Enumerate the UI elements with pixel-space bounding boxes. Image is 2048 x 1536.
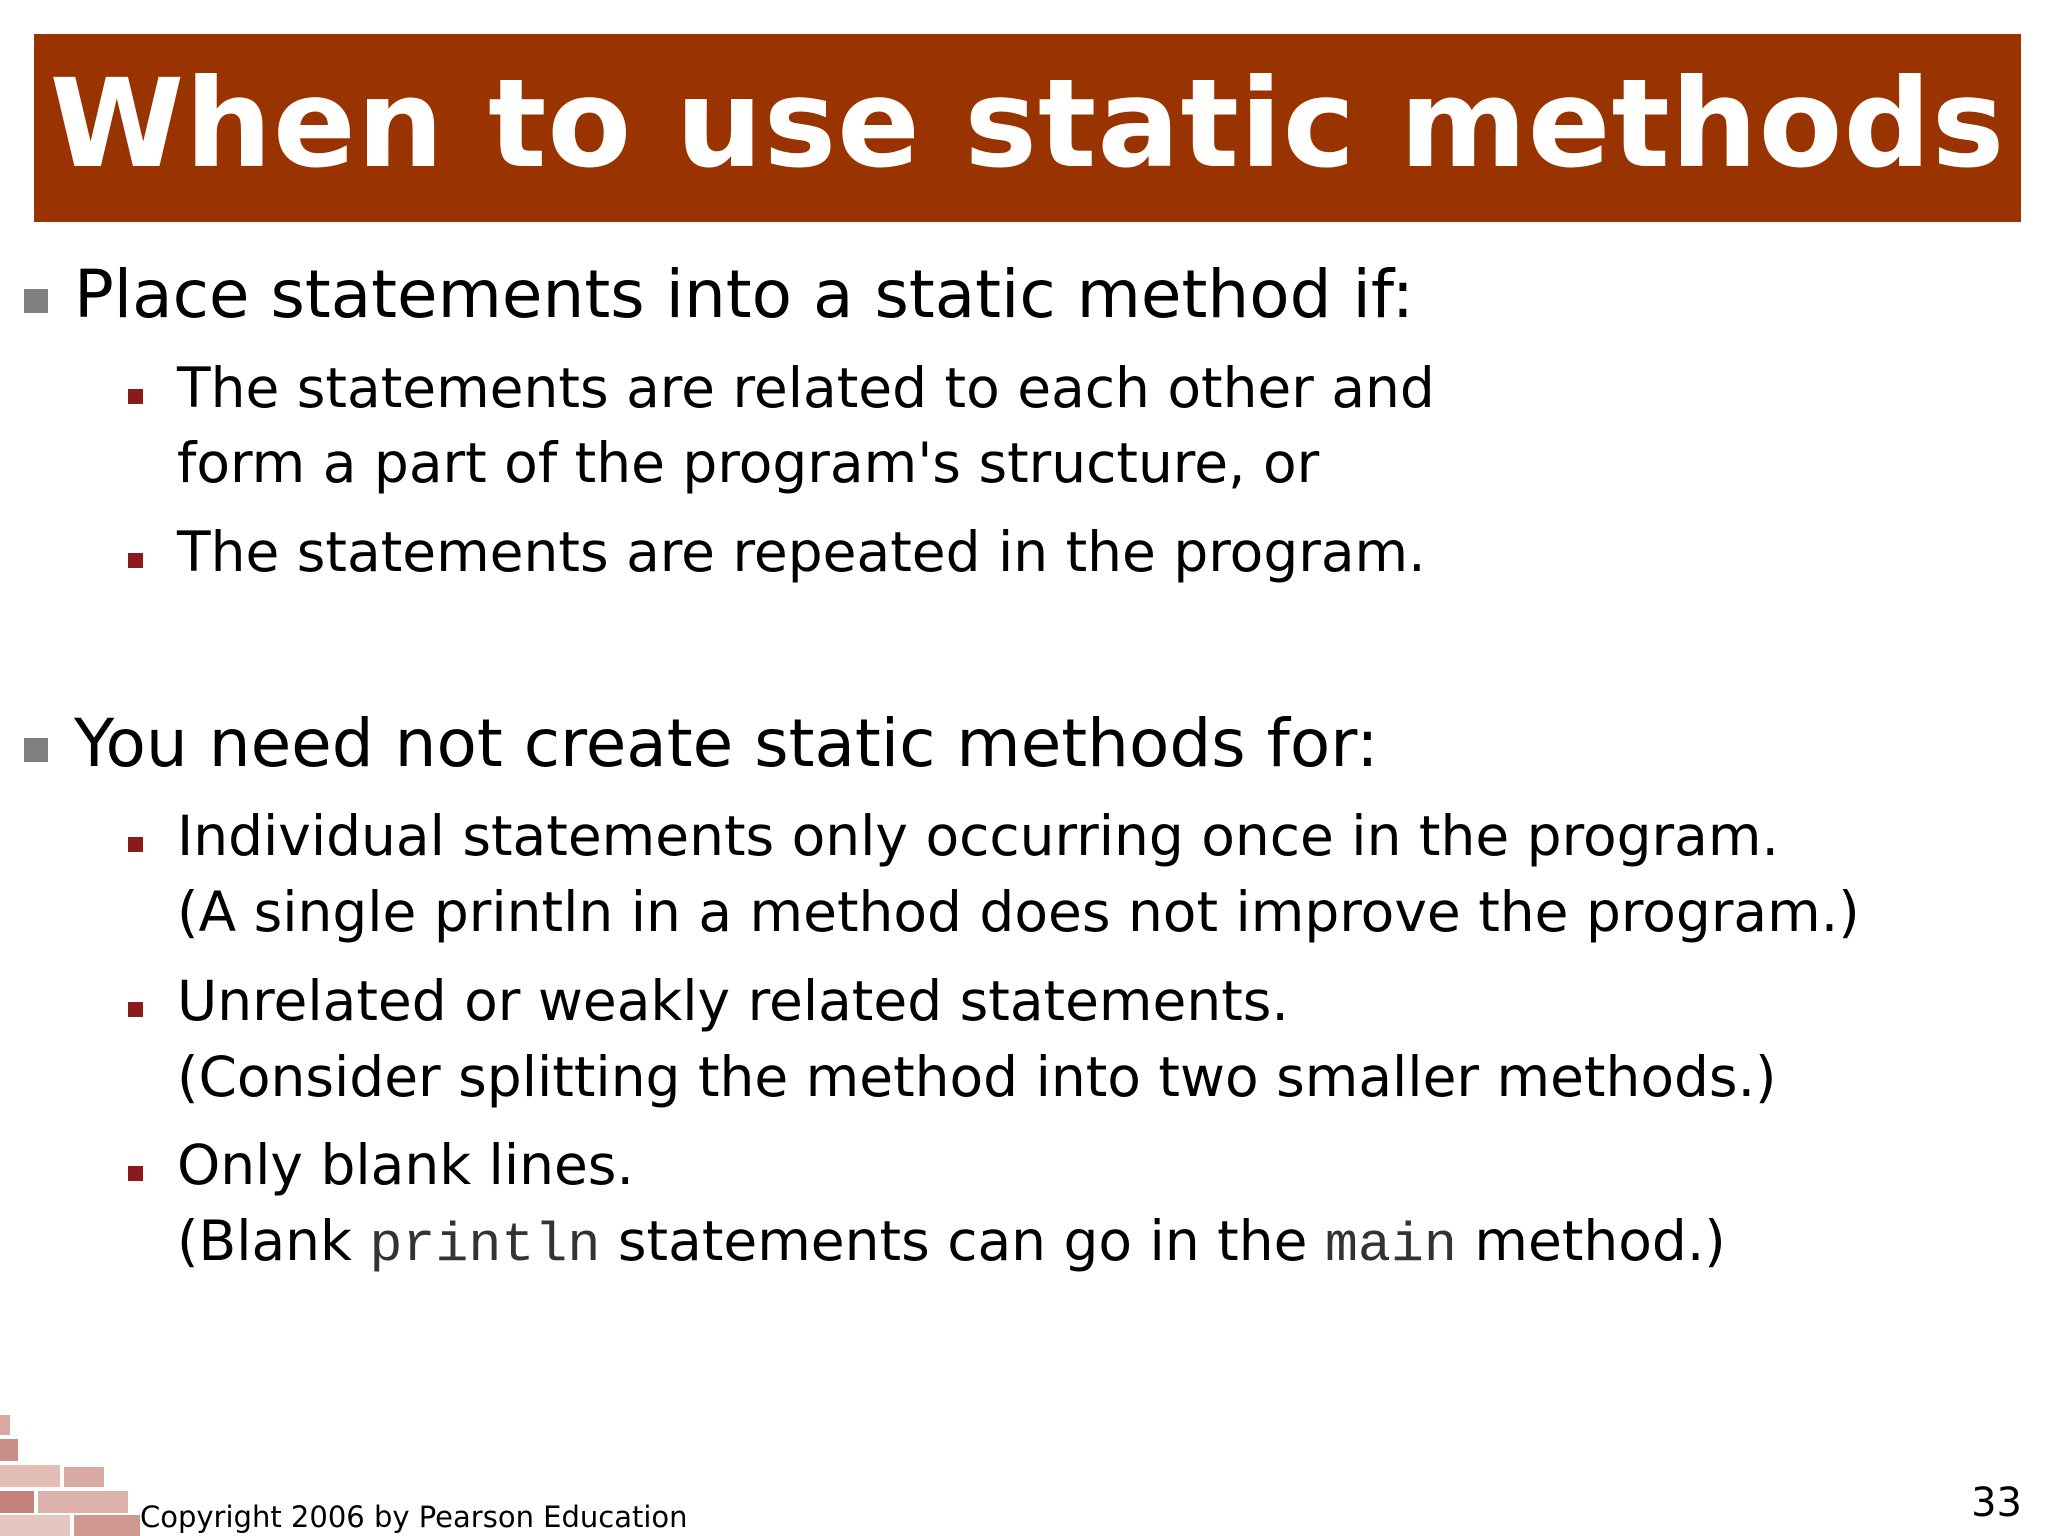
sub-item-line: The statements are repeated in the program. xyxy=(177,520,1426,584)
sub-bullet-square-icon xyxy=(128,837,143,852)
slide-title: When to use static methods xyxy=(49,53,2006,195)
brick-wall-decoration xyxy=(0,1415,140,1536)
text-segment: statements can go in the xyxy=(600,1209,1325,1273)
page-number: 33 xyxy=(1971,1480,2022,1526)
sub-bullet-square-icon xyxy=(128,389,143,404)
section-heading: You need not create static methods for: xyxy=(74,705,1379,782)
text-segment: method.) xyxy=(1456,1209,1726,1273)
sub-bullet-square-icon xyxy=(128,553,143,568)
code-println: println xyxy=(369,1214,601,1277)
sub-item-line: Only blank lines. xyxy=(177,1133,634,1197)
sub-item-line: Unrelated or weakly related statements. xyxy=(177,969,1289,1033)
sub-item-line: The statements are related to each other and xyxy=(177,356,1435,420)
copyright-footer: Copyright 2006 by Pearson Education xyxy=(140,1500,688,1534)
sub-item-line: form a part of the program's structure, or xyxy=(177,431,1320,495)
sub-item-line xyxy=(177,1203,1726,1284)
sub-item-line: (A single println in a method does not improve the program.) xyxy=(177,880,1860,944)
section-heading: Place statements into a static method if: xyxy=(74,256,1414,333)
bullet-square-icon xyxy=(24,738,48,762)
bullet-square-icon xyxy=(24,289,48,313)
sub-item-line: (Consider splitting the method into two smaller methods.) xyxy=(177,1045,1777,1109)
title-bar xyxy=(34,34,2021,222)
code-main: main xyxy=(1324,1214,1457,1277)
sub-bullet-square-icon xyxy=(128,1002,143,1017)
sub-item-line: Individual statements only occurring once in the program. xyxy=(177,804,1779,868)
sub-bullet-square-icon xyxy=(128,1166,143,1181)
text-segment: (Blank xyxy=(177,1209,370,1273)
